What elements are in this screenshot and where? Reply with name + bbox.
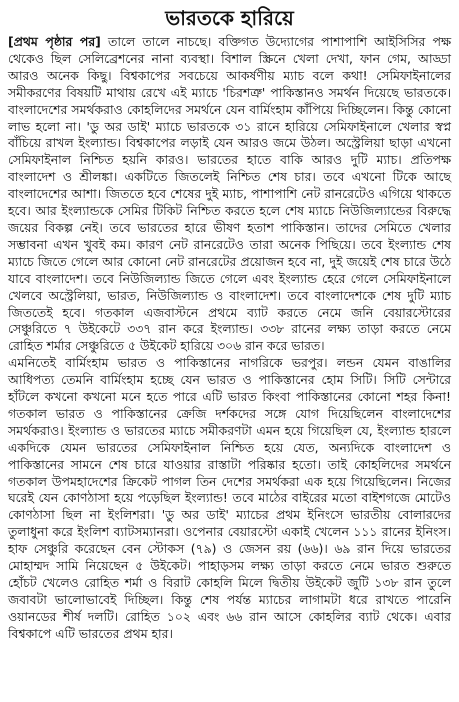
article-body bbox=[8, 34, 451, 643]
article-paragraph-2: এমনিতেই বার্মিংহাম ভারত ও পাকিস্তানের নাগরিকে ভরপুর। লন্ডন যেমন বাঙালির আধিপত্য তেমনি বার্মিংহাম হচ্ছে যেন ভারত ও পাকিস্তানের হোম সিটি। সিটি সেন্টারে হাঁটলে কখনো কখনো মনে হতে পারে এটি ভারত কিংবা পাকিস্তানের কোনো শহর কিনা! গতকাল ভারত ও পাকিস্তানের ক্রেজি দর্শকদের সঙ্গে যোগ দিয়েছিলেন বাংলাদেশের সমর্থকরাও। ইংল্যান্ড ও ভারতের ম্যাচে সমীকরণটা এমন হয়ে গিয়েছিল যে, ইংল্যান্ড হারলে একদিকে যেমন ভারতের সেমিফাইনাল নিশ্চিত হয়ে যেত, অন্যদিকে বাংলাদেশ ও পাকিস্তানের সামনে শেষ চারে যাওয়ার রাস্তাটা পরিষ্কার হতো। তাই কোহলিদের সমর্থনে গতকাল উপমহাদেশের ক্রিকেট পাগল তিন দেশের সমর্থকরা এক হয়ে গিয়েছিলেন। নিজের ঘরেই যেন কোণঠাসা হয়ে পড়েছিল ইংল্যান্ড! তবে মাঠের বাইরের মতো বাইশগজে মোটেও কোণঠাসা ছিল না ইংলিশরা। 'ডু অর ডাই' ম্যাচের প্রথম ইনিংসে ভারতীয় বোলারদের তুলাধুনা করে ইংলিশ ব্যাটসম্যানরা। ওপেনার বেয়ারস্টো একাই খেলেন ১১১ রানের ইনিংস। হাফ সেঞ্চুরি করেছেন বেন স্টোকস (৭৯) ও জেসন রয় (৬৬)। ৬৯ রান দিয়ে ভারতের মোহাম্মদ সামি নিয়েছেন ৫ উইকেট। পাহাড়সম লক্ষ্য তাড়া করতে নেমে ভারত শুরুতে হোঁচট খেলেও রোহিত শর্মা ও বিরাট কোহলি মিলে দ্বিতীয় উইকেট জুটি ১৩৮ রান তুলে জবাবটা ভালোভাবেই দিচ্ছিল। কিন্তু শেষ পর্যন্ত ম্যাচের লাগামটা ধরে রাখতে পারেনি ওয়ানডের শীর্ষ দলটি। রোহিত ১০২ এবং ৬৬ রান আসে কোহলির ব্যাট থেকে। এবার বিশ্বকাপে এটি ভারতের প্রথম হার। bbox=[8, 355, 451, 641]
continuation-tag: [প্রথম পৃষ্ঠার পর] bbox=[8, 34, 101, 49]
article-headline: ভারতকে হারিয়ে bbox=[165, 6, 294, 30]
paragraph-1-text: তালে তালে নাচছে। বক্তিগত উদ্যোগের পাশাপাশি আইসিসির পক্ষ থেকেও ছিল সেলিব্রেশনের নানা ব্যবস্থা। বিশাল স্ক্রিনে খেলা দেখা, ফান গেম, আড্ডা আরও অনেক কিছু। বিশ্বকাপের সবচেয়ে আকর্ষণীয় ম্যাচ বলে কথা! সেমিফাইনালের সমীকরণের বিষয়টি মাথায় রেখে এই ম্যাচে 'চিরশত্রু' পাকিস্তানও সমর্থন দিয়েছে ভারতকে। বাংলাদেশের সমর্থকরাও কোহলিদের সমর্থনে যেন বার্মিংহাম কাঁপিয়ে দিচ্ছিলেন। কিন্তু কোনো লাভ হলো না। 'ডু অর ডাই' ম্যাচে ভারতকে ৩১ রানে হারিয়ে সেমিফাইনালে খেলার স্বপ্ন বাঁচিয়ে রাখল ইংল্যান্ড। বিশ্বকাপের লড়াই যেন আরও জমে উঠল। অস্ট্রেলিয়া ছাড়া এখনো সেমিফাইনাল নিশ্চিত হয়নি কারও। ভারতের হাতে বাকি আরও দুটি ম্যাচ। প্রতিপক্ষ বাংলাদেশ ও শ্রীলঙ্কা। একটিতে জিতলেই নিশ্চিত শেষ চার। তবে এখনো টিকে আছে বাংলাদেশের আশা। জিততে হবে শেষের দুই ম্যাচ, পাশাপাশি নেট রানরেটেও এগিয়ে থাকতে হবে। আর ইংল্যান্ডকে সেমির টিকিট নিশ্চিত করতে হলে শেষ ম্যাচে নিউজিল্যান্ডের বিরুদ্ধে জয়ের বিকল্প নেই। তবে ভারতের হারে ভীষণ হতাশ পাকিস্তান। তাদের সেমিতে খেলার সম্ভাবনা এখন খুবই কম। কারণ নেট রানরেটেও তারা অনেক পিছিয়ে। তবে ইংল্যান্ড শেষ ম্যাচে জিতে গেলে আর কোনো নেট রানরেটের প্রয়োজন হবে না, দুই জয়েই শেষ চারে উঠে যাবে বাংলাদেশ। তবে নিউজিল্যান্ড জিতে গেলে এবং ইংল্যান্ড হেরে গেলে সেমিফাইনালে খেলবে অস্ট্রেলিয়া, ভারত, নিউজিল্যান্ড ও বাংলাদেশ। তবে বাংলাদেশকে শেষ দুটি ম্যাচ জিততেই হবে। গতকাল এজবাস্টনে প্রথমে ব্যাট করতে নেমে জনি বেয়ারস্টোরের সেঞ্চুরিতে ৭ উইকেটে ৩৩৭ রান করে ইংল্যান্ড। ৩৩৮ রানের লক্ষ্য তাড়া করতে নেমে রোহিত শর্মার সেঞ্চুরিতে ৫ উইকেট হারিয়ে ৩০৬ রান করে ভারত। bbox=[8, 34, 451, 354]
article-paragraph-1 bbox=[8, 34, 451, 355]
